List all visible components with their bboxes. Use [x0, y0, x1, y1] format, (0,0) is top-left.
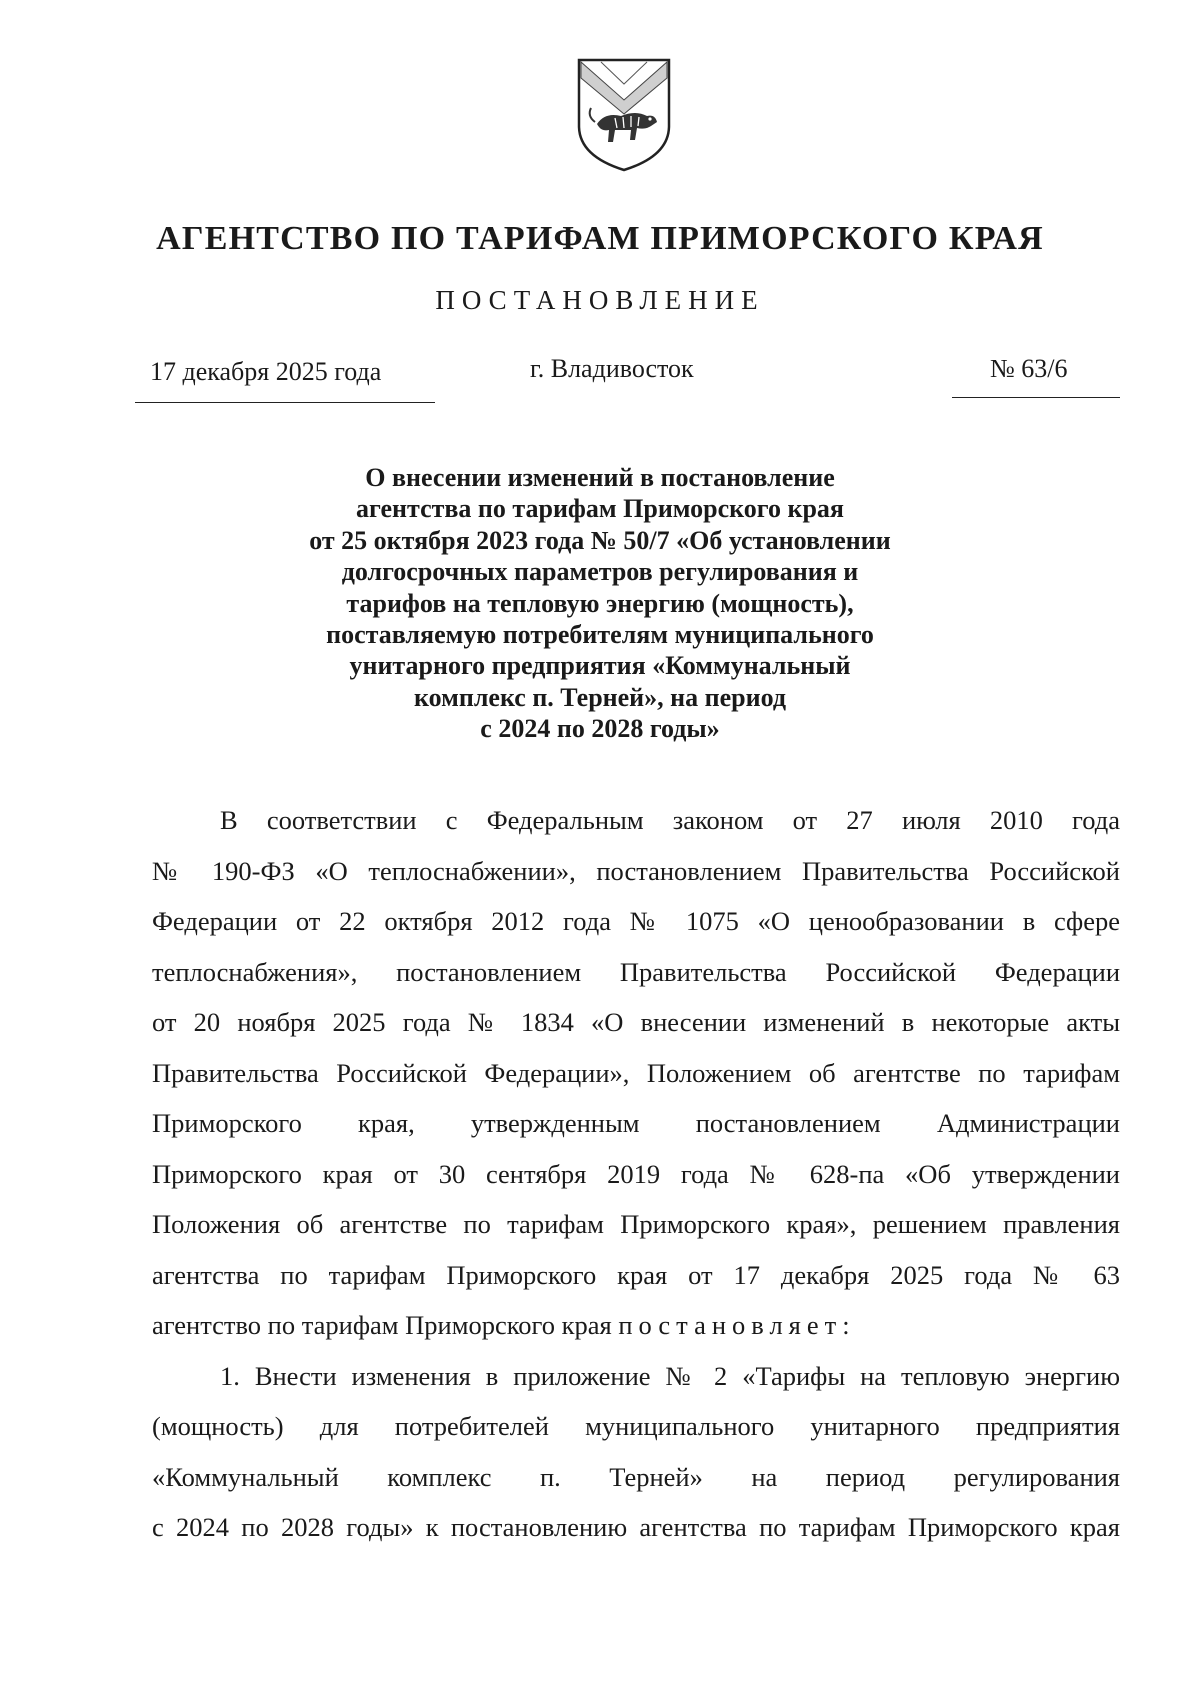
- coat-of-arms-emblem: [575, 56, 673, 174]
- body-line: Приморского края, утвержденным постановлением Администрации: [152, 1108, 1120, 1138]
- title-line: комплекс п. Терней», на период: [413, 682, 786, 712]
- body-line: 1. Внести изменения в приложение № 2 «Тарифы на тепловую энергию: [220, 1360, 1120, 1391]
- title-line: тарифов на тепловую энергию (мощность),: [346, 588, 854, 618]
- title-line: О внесении изменений в постановление: [365, 463, 835, 492]
- body-line: Приморского края от 30 сентября 2019 года № 628-па «Об утверждении: [152, 1158, 1120, 1189]
- document-city: г. Владивосток: [530, 354, 694, 383]
- agency-name: АГЕНТСТВО ПО ТАРИФАМ ПРИМОРСКОГО КРАЯ: [156, 220, 1044, 257]
- body-line: агентства по тарифам Приморского края от 17 декабря 2025 года № 63: [152, 1259, 1120, 1290]
- body-line: от 20 ноября 2025 года № 1834 «О внесении изменений в некоторые акты: [152, 1007, 1120, 1037]
- title-line: унитарного предприятия «Коммунальный: [349, 651, 851, 681]
- body-line: (мощность) для потребителей муниципального унитарного предприятия: [152, 1411, 1120, 1441]
- resolution-text: агентство по тарифам Приморского края: [152, 1310, 612, 1340]
- body-line: Положения об агентстве по тарифам Приморского края», решением правления: [152, 1209, 1120, 1239]
- document-title: [200, 462, 1000, 745]
- body-line: Правительства Российской Федерации», Положением об агентстве по тарифам: [152, 1057, 1120, 1088]
- document-type: ПОСТАНОВЛЕНИЕ: [435, 285, 765, 315]
- title-line: от 25 октября 2023 года № 50/7 «Об установлении: [309, 525, 891, 555]
- number-underline: [952, 397, 1120, 398]
- body-line: Федерации от 22 октября 2012 года № 1075 «О ценообразовании в сфере: [152, 906, 1120, 936]
- document-number: № 63/6: [990, 354, 1068, 383]
- body-line: № 190-ФЗ «О теплоснабжении», постановлением Правительства Российской: [152, 855, 1120, 886]
- body-line: В соответствии с Федеральным законом от 27 июля 2010 года: [220, 805, 1120, 835]
- title-line: поставляемую потребителям муниципального: [326, 620, 874, 650]
- body-line: теплоснабжения», постановлением Правительства Российской Федерации: [152, 956, 1120, 987]
- title-line: долгосрочных параметров регулирования и: [341, 557, 859, 587]
- body-line-resolution: [152, 1300, 1120, 1351]
- date-underline: [135, 402, 435, 403]
- title-line: агентства по тарифам Приморского края: [356, 494, 844, 524]
- resolves-word: постановляет:: [618, 1310, 856, 1340]
- document-body: [152, 795, 1120, 1553]
- title-line: с 2024 по 2028 годы»: [480, 714, 720, 744]
- body-line: «Коммунальный комплекс п. Терней» на период регулирования: [152, 1461, 1120, 1492]
- document-date: 17 декабря 2025 года: [150, 357, 382, 386]
- body-line: с 2024 по 2028 годы» к постановлению агентства по тарифам Приморского края: [152, 1512, 1120, 1542]
